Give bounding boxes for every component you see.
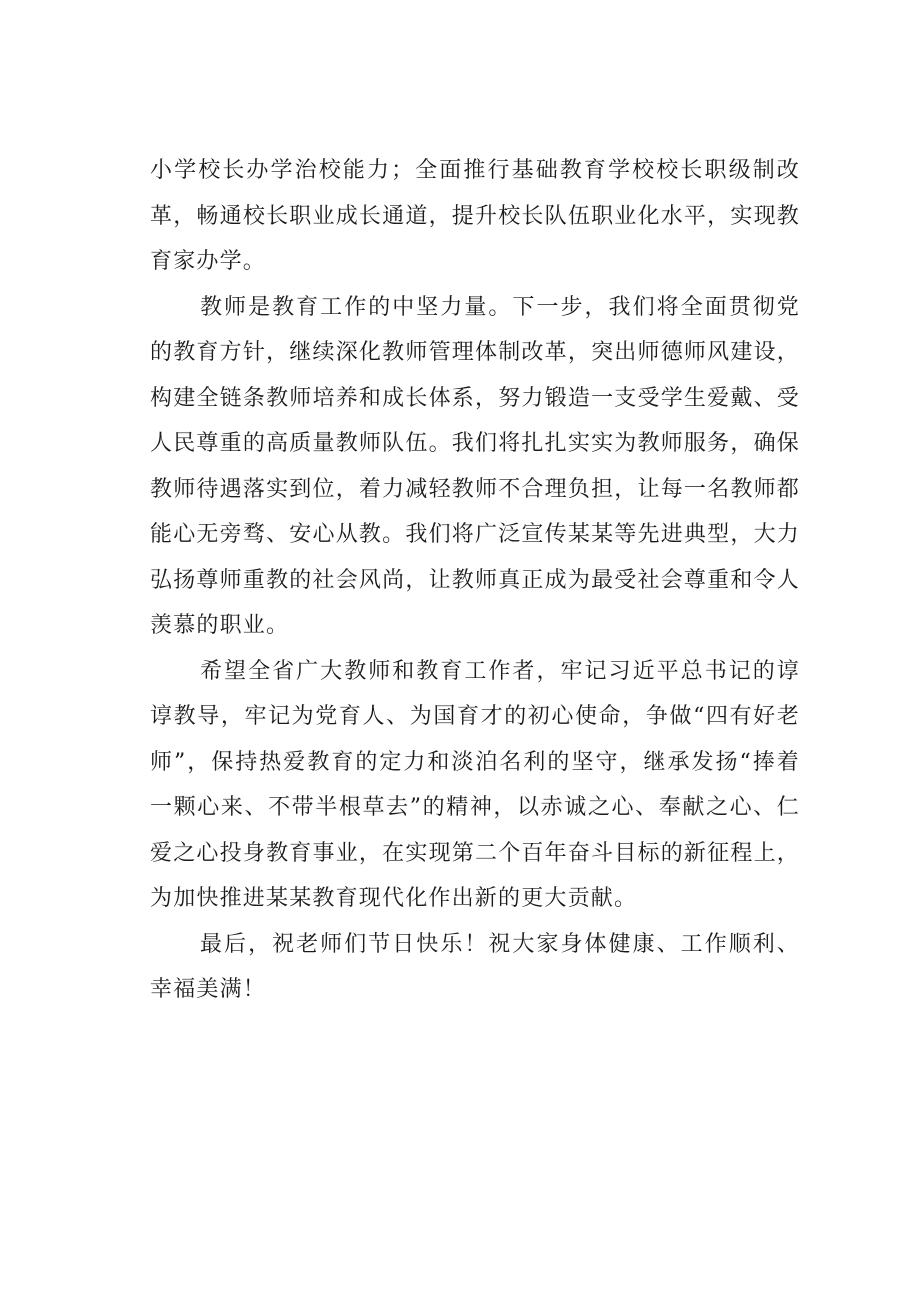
document-body [150, 148, 800, 1013]
paragraph-closing-wishes: 最后，祝老师们节日快乐！祝大家身体健康、工作顺利、幸福美满！ [150, 931, 800, 1002]
paragraph-teachers-role: 教师是教育工作的中坚力量。下一步，我们将全面贯彻党的教育方针，继续深化教师管理体制改革，突出师德师风建设，构建全链条教师培养和成长体系，努力锻造一支受学生爱戴、受人民尊重的高质量教师队伍。我们将扎扎实实为教师服务，确保教师待遇落实到位，着力减轻教师不合理负担，让每一名教师都能心无旁骛、安心从教。我们将广泛宣传某某等先进典型，大力弘扬尊师重教的社会风尚，让教师真正成为最受社会尊重和令人羡慕的职业。 [150, 294, 800, 638]
paragraph-hopes: 希望全省广大教师和教育工作者，牢记习近平总书记的谆谆教导，牢记为党育人、为国育才的初心使命，争做“四有好老师”，保持热爱教育的定力和淡泊名利的坚守，继承发扬“捧着一颗心来、不带半根草去”的精神，以赤诚之心、奉献之心、仁爱之心投身教育事业，在实现第二个百年奋斗目标的新征程上，为加快推进某某教育现代化作出新的更大贡献。 [150, 658, 800, 911]
paragraph-continued: 小学校长办学治校能力；全面推行基础教育学校校长职级制改革，畅通校长职业成长通道，提升校长队伍职业化水平，实现教育家办学。 [150, 158, 800, 274]
